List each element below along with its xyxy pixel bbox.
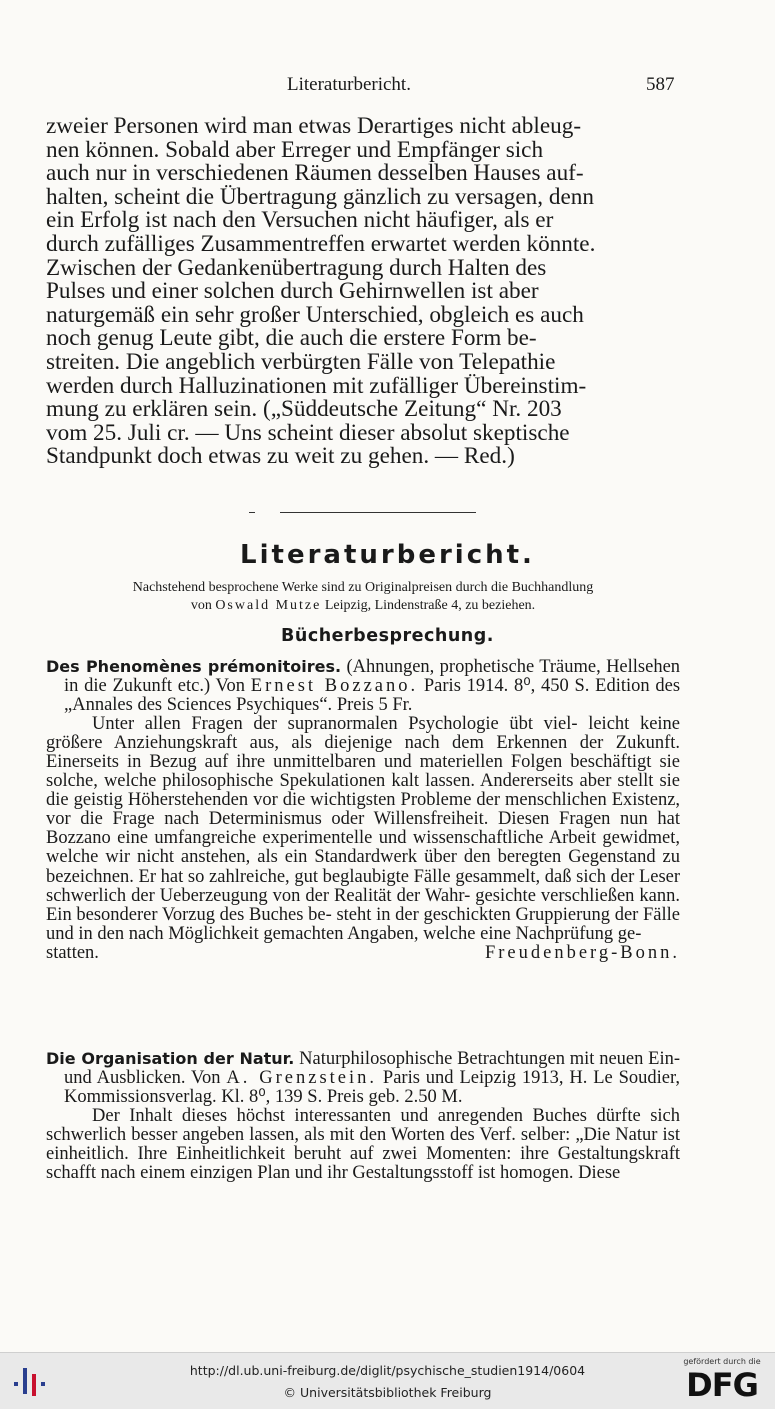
- review-bozzano: [46, 657, 680, 963]
- text-line: des Verf. selber: „Die Natur ist einheitlich. Ihre Einheitlichkeit: [46, 1125, 680, 1165]
- text-line: ein Erfolg ist nach den Versuchen nicht häufiger, als er: [46, 207, 554, 234]
- heading-text: (Ahnungen, prophetische Träume,: [346, 657, 601, 677]
- text-line: Zwischen der Gedankenübertragung durch Halten des: [46, 254, 547, 281]
- heading-text: Naturphilosophische Betrachtungen mit: [299, 1049, 595, 1069]
- review-body: [46, 715, 680, 944]
- text-line: Existenz, vor die Frage nach Determinismus oder Willensfreiheit.: [46, 790, 681, 830]
- notice-address: Leipzig, Lindenstraße 4, zu beziehen.: [324, 598, 536, 613]
- text-line: noch genug Leute gibt, die auch die erstere Form be-: [46, 325, 537, 352]
- text-line: zweier Personen wird man etwas Derartiges nicht ableug-: [46, 113, 582, 139]
- notice-line-1: Nachstehend besprochene Werke sind zu Originalpreisen durch die Buchhandlung: [132, 580, 594, 595]
- text-line: und materiellen Folgen beschäftigt sie solche, welche philosophische: [46, 752, 681, 792]
- subsection-title: Bücherbesprechung.: [281, 626, 494, 646]
- text-line: steht in der geschickten Gruppierung der Fälle und in den nach: [46, 904, 680, 944]
- dfg-caption: gefördert durch die: [683, 1357, 761, 1366]
- section-title: Literaturbericht.: [240, 540, 535, 570]
- dfg-logo[interactable]: DFG: [686, 1366, 758, 1404]
- notice-line-2: [46, 597, 680, 615]
- notice-publisher: Oswald Mutze: [215, 598, 322, 613]
- book-author: Ernest Bozzano.: [250, 676, 419, 697]
- review-body: [46, 1107, 680, 1183]
- divider-short: [249, 512, 255, 513]
- review-signature-line: [46, 944, 680, 963]
- text-line: Erkennen der Zukunft. Einerseits in Bezug auf ihre unmittelbaren: [46, 733, 680, 773]
- text-line: halten, scheint die Übertragung gänzlich zu versagen, denn: [46, 183, 594, 210]
- text-line: statten.: [46, 942, 99, 963]
- book-title: Des Phenomènes prémonitoires.: [46, 657, 342, 676]
- text-line: werden durch Halluzinationen mit zufälliger Übereinstim-: [46, 372, 587, 399]
- running-head-title: Literaturbericht.: [287, 74, 411, 95]
- intro-paragraph: [46, 115, 680, 469]
- text-line: Leser schwerlich der Ueberzeugung von der Realität der Wahr-: [46, 866, 681, 906]
- heading-text: Leipzig 1913, H. Le Soudier, Kommissionsverlag. Kl. 8⁰, 139 S.: [64, 1068, 681, 1108]
- viewer-footer: [0, 1352, 775, 1409]
- book-author: A. Grenzstein.: [226, 1068, 378, 1089]
- text-line: und wissenschaftliche Arbeit gewidmet, welche wir nicht anstehen,: [46, 828, 680, 868]
- review-heading: [46, 657, 680, 715]
- text-line: auch nur in verschiedenen Räumen desselben Hauses auf-: [46, 160, 584, 187]
- copyright-notice: © Universitätsbibliothek Freiburg: [283, 1385, 492, 1400]
- book-title: Die Organisation der Natur.: [46, 1049, 295, 1068]
- text-line: als ein Standardwerk über den beregten Gegenstand zu bezeichnen.: [46, 847, 680, 887]
- heading-text: Preis 5 Fr.: [336, 695, 413, 716]
- page-number: 587: [646, 74, 675, 95]
- heading-text: Preis geb. 2.50 M.: [326, 1087, 463, 1108]
- text-line: mung zu erklären sein. („Süddeutsche Zeitung“ Nr. 203: [46, 396, 562, 423]
- text-line: gesichte verschließen kann. Ein besonderer Vorzug des Buches be-: [46, 885, 680, 925]
- review-heading: [46, 1049, 680, 1107]
- text-line: Standpunkt doch etwas zu weit zu gehen. — Red.): [46, 443, 515, 470]
- text-line: dürfte sich schwerlich besser angeben lassen, als mit den Worten: [46, 1106, 680, 1146]
- review-grenzstein: [46, 1049, 680, 1183]
- text-line: durch zufälliges Zusammentreffen erwartet werden könnte.: [46, 230, 596, 257]
- text-line: Der Inhalt dieses höchst interessanten und anregenden Buches: [92, 1106, 587, 1127]
- permalink-url[interactable]: http://dl.ub.uni-freiburg.de/diglit/psychische_studien1914/0604: [189, 1363, 586, 1378]
- text-line: leicht keine größere Anziehungskraft aus, als diejenige nach dem: [46, 714, 681, 754]
- text-line: naturgemäß ein sehr großer Unterschied, obgleich es auch: [46, 301, 584, 328]
- text-line: streiten. Die angeblich verbürgten Fälle von Telepathie: [46, 348, 556, 375]
- bookseller-notice: [46, 579, 680, 615]
- text-line: nen können. Sobald aber Erreger und Empfänger sich: [46, 136, 544, 163]
- text-line: einem einzigen Plan und ihr Gestaltungsstoff ist homogen. Diese: [140, 1163, 621, 1184]
- heading-text: Paris und: [382, 1068, 454, 1089]
- text-line: Spekulationen kalt lassen. Andererseits aber stellt sie die geistig: [46, 771, 681, 811]
- heading-text: Hellsehen in die Zukunft etc.) Von: [64, 657, 681, 697]
- divider-long: [280, 512, 476, 513]
- text-line: Pulses und einer solchen durch Gehirnwellen ist aber: [46, 278, 539, 305]
- text-line: Möglichkeit gemachten Angaben, welche eine Nachprüfung ge-: [168, 923, 642, 944]
- text-line: Er hat so zahlreiche, gut beglaubigte Fälle gesammelt, daß sich der: [138, 866, 635, 887]
- heading-text: 1914. 8⁰, 450 S. Edition des „Annales des Sciences Psychiques“.: [64, 676, 681, 716]
- reviewer-signature: Freudenberg-Bonn.: [484, 942, 680, 963]
- text-line: Diesen Fragen nun hat Bozzano eine umfangreiche experimentelle: [46, 809, 680, 849]
- text-line: beruht auf zwei Momenten: ihre Gestaltungskraft schafft nach: [46, 1144, 681, 1184]
- text-line: Höherstehenden vor die wichtigsten Probleme der menschlichen: [127, 790, 607, 811]
- heading-text: neuen Ein- und Ausblicken. Von: [64, 1049, 681, 1089]
- running-head: [0, 74, 775, 100]
- notice-von: von: [190, 598, 212, 613]
- text-line: Unter allen Fragen der supranormalen Psychologie übt viel-: [92, 714, 578, 735]
- heading-text: Paris: [423, 676, 461, 697]
- text-line: vom 25. Juli cr. — Uns scheint dieser absolut skeptische: [46, 419, 570, 446]
